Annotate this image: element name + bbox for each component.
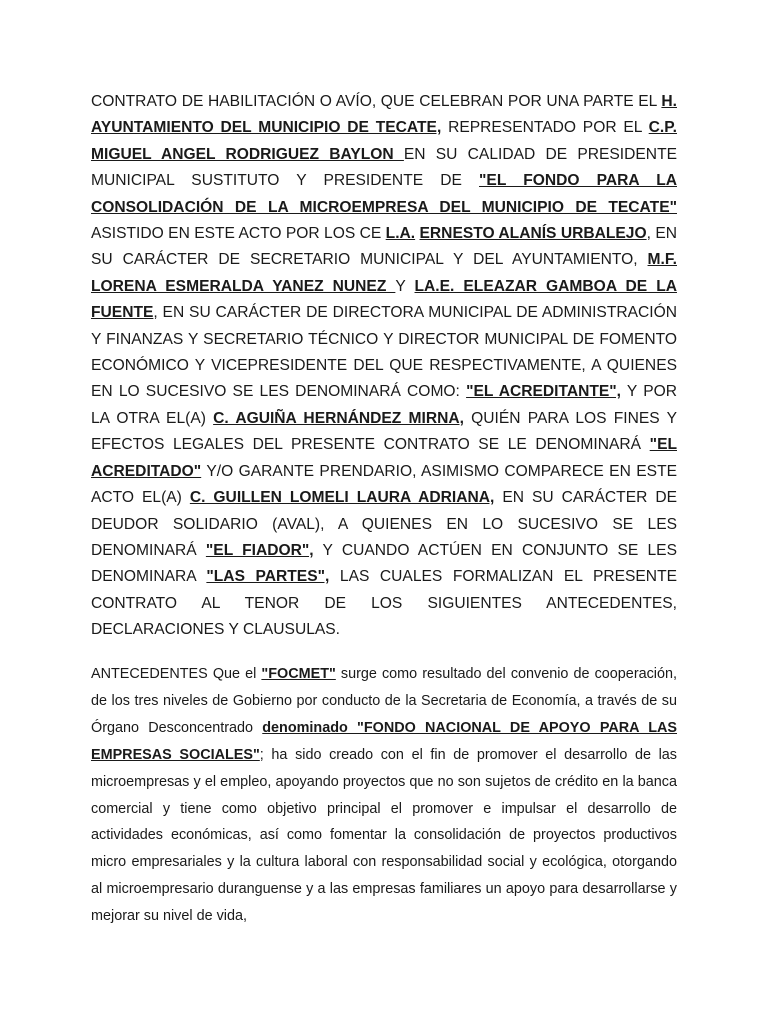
text-run: LAS CUALES FORMALIZAN EL PRESENTE CONTRATO AL TENOR DE LOS SIGUIENTES ANTECEDENTES, DECLARACIONES Y CLAUSULAS. <box>91 568 677 639</box>
emphasized-text-run: "EL ACREDITANTE", <box>466 383 622 401</box>
emphasized-text-run: denominado "FONDO NACIONAL DE APOYO PARA LAS EMPRESAS SOCIALES" <box>91 719 677 763</box>
text-run: Y/O GARANTE PRENDARIO, ASIMISMO COMPARECE EN ESTE ACTO EL(A) <box>91 462 677 507</box>
text-run: , EN SU CARÁCTER DE SECRETARIO MUNICIPAL Y DEL AYUNTAMIENTO, <box>91 225 678 269</box>
text-run: Y CUANDO ACTÚEN EN CONJUNTO SE LES DENOMINARA <box>91 541 677 586</box>
text-run: surge como resultado del convenio de cooperación, de los tres niveles de Gobierno por conducto de la Secretaria de Economía, a través de su Órgano Desconcentrado <box>91 666 678 736</box>
emphasized-text-run: "FOCMET" <box>261 666 336 682</box>
text-run: Y POR LA OTRA EL(A) <box>91 383 677 427</box>
emphasized-text-run: C. GUILLEN LOMELI LAURA ADRIANA, <box>189 489 495 507</box>
emphasized-text-run: M.F. LORENA ESMERALDA YANEZ NUNEZ <box>91 251 677 295</box>
emphasized-text-run: L.A. <box>385 225 416 243</box>
contract-preamble-paragraph <box>91 89 677 644</box>
emphasized-text-run: ERNESTO ALANÍS URBALEJO <box>419 225 647 243</box>
text-run: EN SU CARÁCTER DE DEUDOR SOLIDARIO (AVAL), A QUIENES EN LO SUCESIVO SE LES DENOMINARÁ <box>91 489 678 559</box>
text-run: QUIÉN PARA LOS FINES Y EFECTOS LEGALES DEL PRESENTE CONTRATO SE LE DENOMINARÁ <box>91 409 677 454</box>
text-run: Y <box>395 277 415 295</box>
emphasized-text-run: H. AYUNTAMIENTO DEL MUNICIPIO DE TECATE, <box>91 93 677 137</box>
emphasized-text-run: C. AGUIÑA HERNÁNDEZ MIRNA, <box>213 409 464 427</box>
emphasized-text-run: "EL FONDO PARA LA CONSOLIDACIÓN DE LA MICROEMPRESA DEL MUNICIPIO DE TECATE" <box>91 172 677 216</box>
antecedentes-paragraph <box>91 661 677 930</box>
text-run: EN SU CALIDAD DE PRESIDENTE MUNICIPAL SUSTITUTO Y PRESIDENTE DE <box>91 145 677 190</box>
text-run: , EN SU CARÁCTER DE DIRECTORA MUNICIPAL DE ADMINISTRACIÓN Y FINANZAS Y SECRETARIO TÉCNICO Y DIRECTOR MUNICIPAL DE FOMENTO ECONÓMICO Y VICEPRESIDENTE DEL QUE RESPECTIVAMENTE, A QUIENES EN LO SUCESIVO SE LES DENOMINARÁ COMO: <box>91 304 677 401</box>
emphasized-text-run: "LAS PARTES", <box>206 568 330 586</box>
text-run: REPRESENTADO POR EL <box>441 119 649 137</box>
emphasized-text-run: C.P. MIGUEL ANGEL RODRIGUEZ BAYLON <box>91 119 677 163</box>
emphasized-text-run: LA.E. ELEAZAR GAMBOA DE LA FUENTE <box>91 277 677 322</box>
emphasized-text-run: "EL FIADOR", <box>205 541 314 559</box>
emphasized-text-run: "EL ACREDITADO" <box>91 436 677 480</box>
text-run: CONTRATO DE HABILITACIÓN O AVÍO, QUE CELEBRAN POR UNA PARTE EL <box>91 93 662 110</box>
text-run: ANTECEDENTES Que el <box>91 666 262 682</box>
text-run: ; ha sido creado con el fin de promover el desarrollo de las microempresas y el empleo, apoyando proyectos que no son sujetos de crédito en la banca comercial y tiene como objetivo principal el promover e impulsar el desarrollo de actividades económicas, así como fomentar la consolidación de proyectos productivos micro empresariales y la cultura laboral con responsabilidad social y ecológica, otorgando al microempresario duranguense y a las empresas familiares un apoyo para desarrollarse y mejorar su nivel de vida, <box>91 746 677 925</box>
text-run: ASISTIDO EN ESTE ACTO POR LOS CE <box>91 225 386 243</box>
